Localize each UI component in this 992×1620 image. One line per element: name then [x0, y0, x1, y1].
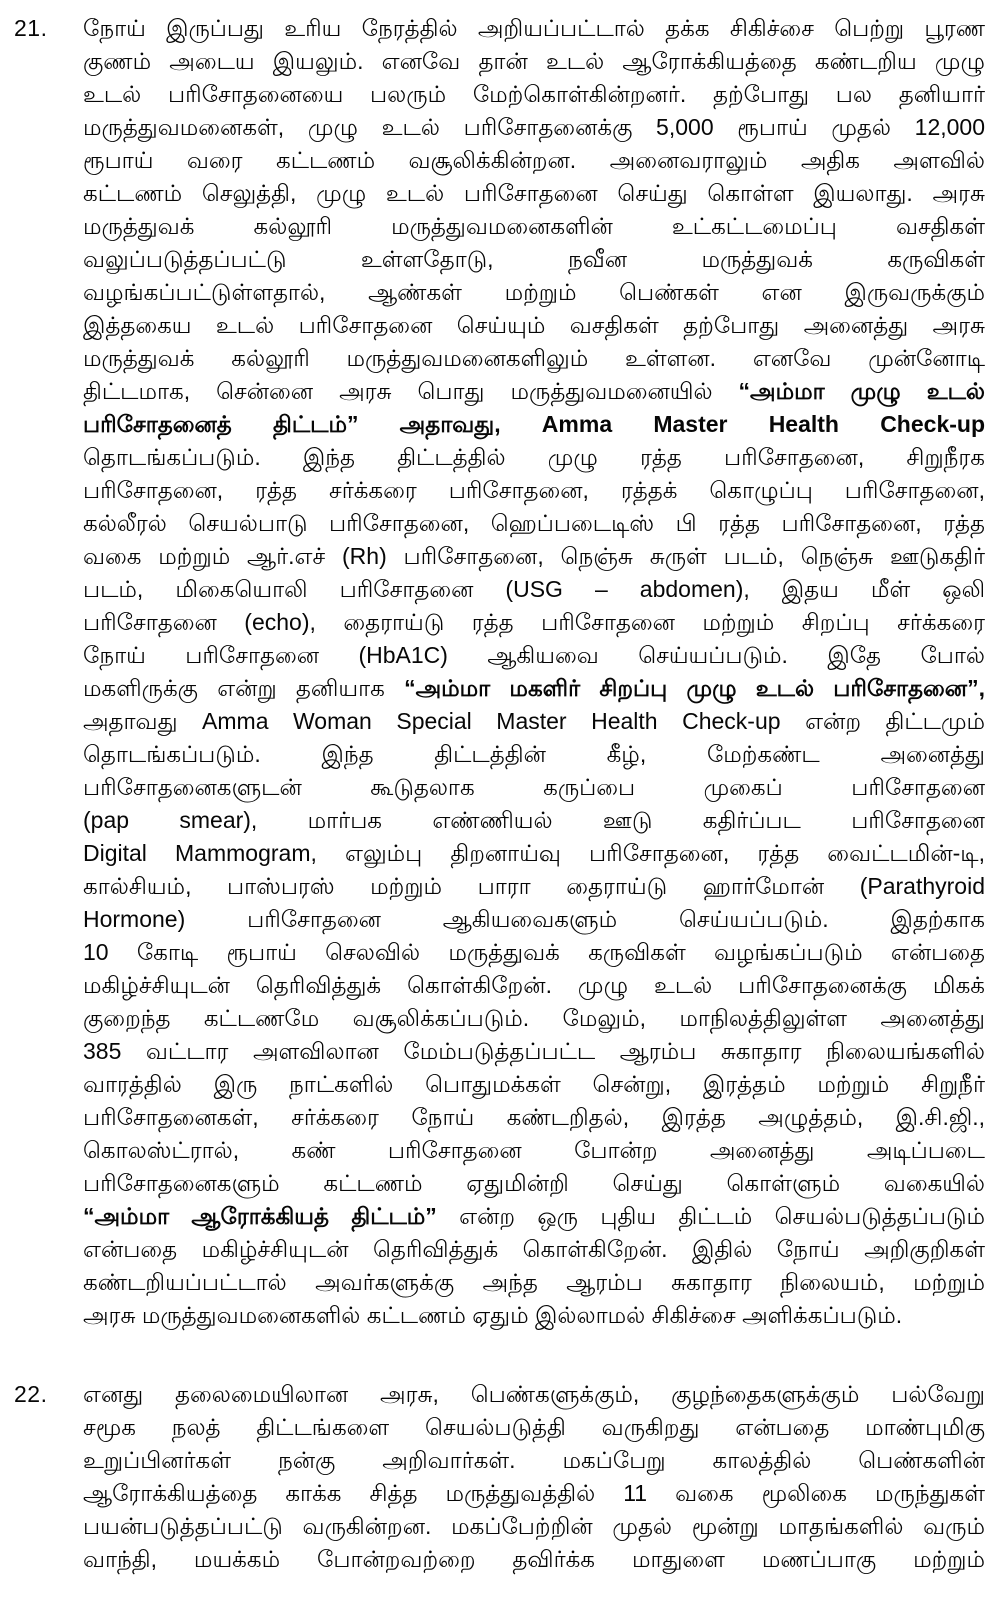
text-segment: சமூக நலத் திட்டங்களை செயல்படுத்தி வருகிறது என்பதை மாண்புமிகு: [83, 1414, 985, 1440]
text-line: [83, 1200, 985, 1233]
text-segment: 10 கோடி ரூபாய் செலவில் மருத்துவக் கருவிகள் வழங்கப்படும் என்பதை: [83, 939, 985, 965]
text-segment: மகிழ்ச்சியுடன் தெரிவித்துக் கொள்கிறேன். முழு உடல் பரிசோதனைக்கு மிகக்: [83, 972, 985, 998]
text-segment: மருத்துவமனைகள், முழு உடல் பரிசோதனைக்கு 5,000 ரூபாய் முதல் 12,000: [83, 114, 985, 140]
text-segment: கண்டறியப்பட்டால் அவர்களுக்கு அந்த ஆரம்ப சுகாதார நிலையம், மற்றும்: [83, 1269, 985, 1295]
text-line: [83, 375, 985, 408]
paragraph-number: 22.: [14, 1381, 48, 1407]
paragraphs-container: [0, 12, 992, 1576]
text-segment: மகளிருக்கு என்று தனியாக: [83, 675, 405, 701]
text-segment: குணம் அடைய இயலும். எனவே தான் உடல் ஆரோக்கியத்தை கண்டறிய முழு: [83, 48, 985, 74]
text-segment: பயன்படுத்தப்பட்டு வருகின்றன. மகப்பேற்றின் முதல் மூன்று மாதங்களில் வரும்: [83, 1513, 985, 1539]
paragraph-text: [83, 12, 985, 1332]
text-line: [83, 705, 985, 738]
text-line: [83, 441, 985, 474]
text-line: [83, 1477, 985, 1510]
text-line: [83, 1134, 985, 1167]
text-line: [83, 771, 985, 804]
text-line: [83, 1543, 985, 1576]
text-segment: வழங்கப்பட்டுள்ளதால், ஆண்கள் மற்றும் பெண்கள் என இருவருக்கும்: [83, 279, 985, 305]
text-line: [83, 243, 985, 276]
bold-text-segment: “அம்மா மகளிர் சிறப்பு முழு உடல் பரிசோதனை”,: [404, 675, 985, 701]
text-segment: தொடங்கப்படும். இந்த திட்டத்தில் முழு ரத்த பரிசோதனை, சிறுநீரக: [83, 444, 985, 470]
text-line: [83, 507, 985, 540]
text-line: [83, 45, 985, 78]
text-line: [83, 1233, 985, 1266]
text-line: [83, 1002, 985, 1035]
text-line: [83, 1378, 985, 1411]
text-segment: இத்தகைய உடல் பரிசோதனை செய்யும் வசதிகள் தற்போது அனைத்து அரசு: [83, 312, 985, 338]
text-segment: என்பதை மகிழ்ச்சியுடன் தெரிவித்துக் கொள்கிறேன். இதில் நோய் அறிகுறிகள்: [83, 1236, 985, 1262]
text-line: [83, 1411, 985, 1444]
text-line: [83, 210, 985, 243]
text-line: [83, 969, 985, 1002]
text-line: [83, 474, 985, 507]
text-line: [83, 606, 985, 639]
text-segment: திட்டமாக, சென்னை அரசு பொது மருத்துவமனையில்: [83, 378, 739, 404]
text-segment: தொடங்கப்படும். இந்த திட்டத்தின் கீழ், மேற்கண்ட அனைத்து: [83, 741, 985, 767]
text-line: [83, 540, 985, 573]
text-line: [83, 672, 985, 705]
text-segment: கால்சியம், பாஸ்பரஸ் மற்றும் பாரா தைராய்டு ஹார்மோன் (Parathyroid: [83, 873, 985, 899]
text-segment: நோய் பரிசோதனை (HbA1C) ஆகியவை செய்யப்படும். இதே போல்: [83, 642, 985, 668]
text-line: [83, 1266, 985, 1299]
text-line: [83, 342, 985, 375]
text-segment: மருத்துவக் கல்லூரி மருத்துவமனைகளிலும் உள்ளன. எனவே முன்னோடி: [83, 345, 985, 371]
text-segment: குறைந்த கட்டணமே வசூலிக்கப்படும். மேலும், மாநிலத்திலுள்ள அனைத்து: [83, 1005, 985, 1031]
bold-text-segment: பரிசோதனைத் திட்டம்” அதாவது, Amma Master Health Check-up: [83, 411, 985, 437]
text-line: [83, 408, 985, 441]
text-line: [83, 177, 985, 210]
text-segment: அரசு மருத்துவமனைகளில் கட்டணம் ஏதும் இல்லாமல் சிகிச்சை அளிக்கப்படும்.: [83, 1302, 903, 1328]
text-segment: பரிசோதனைகள், சர்க்கரை நோய் கண்டறிதல், இரத்த அழுத்தம், இ.சி.ஜி.,: [83, 1104, 985, 1130]
text-segment: பரிசோதனை, ரத்த சர்க்கரை பரிசோதனை, ரத்தக் கொழுப்பு பரிசோதனை,: [83, 477, 985, 503]
text-segment: ஆரோக்கியத்தை காக்க சித்த மருத்துவத்தில் 11 வகை மூலிகை மருந்துகள்: [83, 1480, 985, 1506]
bold-text-segment: “அம்மா முழு உடல்: [738, 378, 985, 404]
text-line: [83, 1101, 985, 1134]
text-segment: நோய் இருப்பது உரிய நேரத்தில் அறியப்பட்டால் தக்க சிகிச்சை பெற்று பூரண: [83, 15, 985, 41]
text-segment: மருத்துவக் கல்லூரி மருத்துவமனைகளின் உட்கட்டமைப்பு வசதிகள்: [83, 213, 985, 239]
text-segment: என்ற ஒரு புதிய திட்டம் செயல்படுத்தப்படும்: [436, 1203, 985, 1229]
text-segment: படம், மிகையொலி பரிசோதனை (USG – abdomen), இதய மீள் ஒலி: [83, 576, 985, 602]
text-segment: ரூபாய் வரை கட்டணம் வசூலிக்கின்றன. அனைவராலும் அதிக அளவில்: [83, 147, 985, 173]
text-line: [83, 1510, 985, 1543]
text-segment: பரிசோதனைகளும் கட்டணம் ஏதுமின்றி செய்து கொள்ளும் வகையில்: [83, 1170, 985, 1196]
text-line: [83, 1299, 985, 1332]
text-segment: கல்லீரல் செயல்பாடு பரிசோதனை, ஹெப்படைடிஸ் பி ரத்த பரிசோதனை, ரத்த: [83, 510, 985, 536]
text-line: [83, 309, 985, 342]
text-segment: 385 வட்டார அளவிலான மேம்படுத்தப்பட்ட ஆரம்ப சுகாதார நிலையங்களில்: [83, 1038, 985, 1064]
text-segment: Hormone) பரிசோதனை ஆகியவைகளும் செய்யப்படும். இதற்காக: [83, 906, 985, 932]
paragraph: [0, 12, 992, 1332]
text-segment: அதாவது Amma Woman Special Master Health Check-up என்ற திட்டமும்: [83, 708, 985, 734]
paragraph: [0, 1378, 992, 1576]
text-line: [83, 1444, 985, 1477]
text-segment: வாரத்தில் இரு நாட்களில் பொதுமக்கள் சென்று, இரத்தம் மற்றும் சிறுநீர்: [83, 1071, 985, 1097]
text-line: [83, 738, 985, 771]
text-segment: Digital Mammogram, எலும்பு திறனாய்வு பரிசோதனை, ரத்த வைட்டமின்-டி,: [83, 840, 985, 866]
text-line: [83, 639, 985, 672]
text-line: [83, 837, 985, 870]
text-line: [83, 78, 985, 111]
text-line: [83, 12, 985, 45]
text-line: [83, 903, 985, 936]
text-line: [83, 1167, 985, 1200]
text-segment: கட்டணம் செலுத்தி, முழு உடல் பரிசோதனை செய்து கொள்ள இயலாது. அரசு: [83, 180, 985, 206]
text-line: [83, 1035, 985, 1068]
text-line: [83, 870, 985, 903]
text-line: [83, 144, 985, 177]
text-segment: வலுப்படுத்தப்பட்டு உள்ளதோடு, நவீன மருத்துவக் கருவிகள்: [83, 246, 985, 272]
text-segment: பரிசோதனை (echo), தைராய்டு ரத்த பரிசோதனை மற்றும் சிறப்பு சர்க்கரை: [83, 609, 985, 635]
paragraph-text: [83, 1378, 985, 1576]
bold-text-segment: “அம்மா ஆரோக்கியத் திட்டம்”: [83, 1203, 437, 1229]
paragraph-number: 21.: [14, 15, 48, 41]
text-line: [83, 1068, 985, 1101]
text-segment: எனது தலைமையிலான அரசு, பெண்களுக்கும், குழந்தைகளுக்கும் பல்வேறு: [83, 1381, 985, 1407]
text-segment: வாந்தி, மயக்கம் போன்றவற்றை தவிர்க்க மாதுளை மணப்பாகு மற்றும்: [83, 1546, 985, 1572]
text-segment: உடல் பரிசோதனையை பலரும் மேற்கொள்கின்றனர். தற்போது பல தனியார்: [83, 81, 985, 107]
text-line: [83, 573, 985, 606]
text-segment: வகை மற்றும் ஆர்.எச் (Rh) பரிசோதனை, நெஞ்சு சுருள் படம், நெஞ்சு ஊடுகதிர்: [83, 543, 985, 569]
text-segment: பரிசோதனைகளுடன் கூடுதலாக கருப்பை முகைப் பரிசோதனை: [83, 774, 985, 800]
text-line: [83, 276, 985, 309]
text-line: [83, 936, 985, 969]
text-segment: (pap smear), மார்பக எண்ணியல் ஊடு கதிர்ப்பட பரிசோதனை: [83, 807, 985, 833]
text-line: [83, 111, 985, 144]
text-segment: கொலஸ்ட்ரால், கண் பரிசோதனை போன்ற அனைத்து அடிப்படை: [83, 1137, 985, 1163]
text-line: [83, 804, 985, 837]
text-segment: உறுப்பினர்கள் நன்கு அறிவார்கள். மகப்பேறு காலத்தில் பெண்களின்: [83, 1447, 985, 1473]
